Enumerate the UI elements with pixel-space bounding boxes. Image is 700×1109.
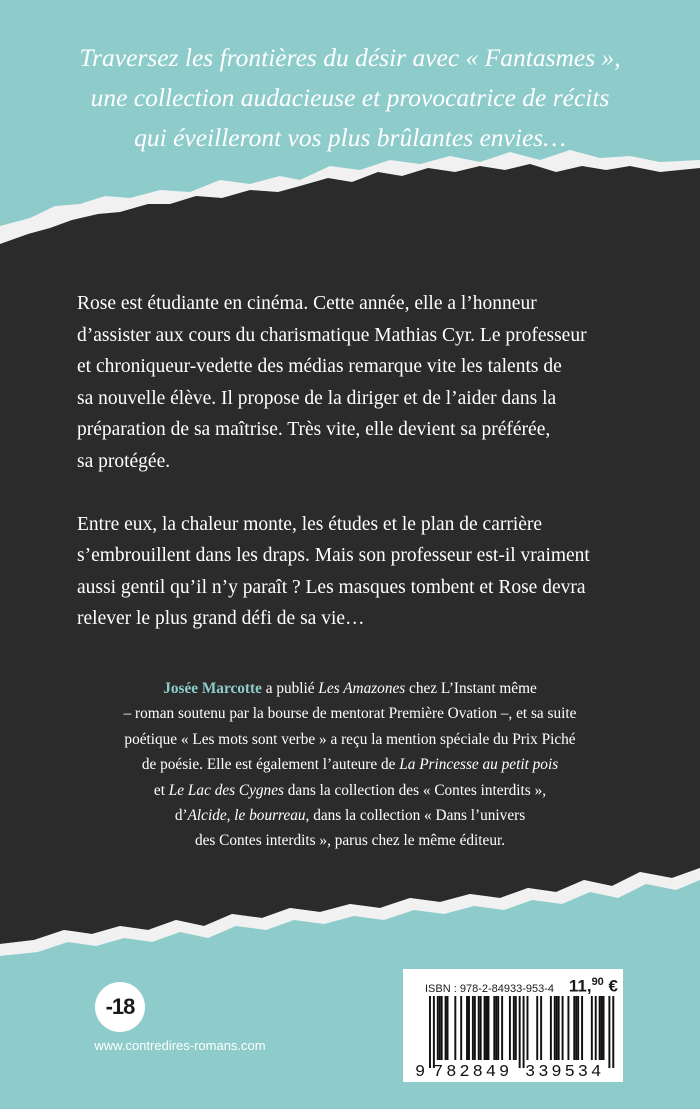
bio-text: et [153, 781, 169, 799]
synopsis-line: et chroniqueur-vedette des médias remarque vite les talents de [77, 356, 562, 378]
barcode-bar [433, 996, 435, 1068]
bio-text: d’ [174, 807, 188, 825]
author-bio [80, 676, 620, 854]
barcode-bar [454, 996, 456, 1060]
age-rating-badge: -18 [95, 982, 145, 1032]
synopsis [77, 288, 637, 635]
price-main: 11, [568, 976, 592, 996]
isbn-number: ISBN : 978-2-84933-953-4 [425, 982, 555, 995]
tagline-line: une collection audacieuse et provocatrice de récits [90, 83, 610, 112]
barcode-bar [581, 996, 583, 1060]
tagline-line: Traversez les frontières du désir avec « Fantasmes », [79, 43, 621, 72]
barcode-bar [488, 996, 490, 1060]
bio-line [80, 752, 620, 777]
publisher-website[interactable]: www.contredires-romans.com [94, 1038, 266, 1053]
barcode-bar [497, 996, 499, 1060]
barcode-bar [513, 996, 515, 1060]
barcode-bar [460, 996, 462, 1060]
synopsis-line: Rose est étudiante en cinéma. Cette année, elle a l’honneur [77, 293, 537, 314]
bio-text: chez L’Instant même [405, 680, 537, 697]
barcode-bar [536, 996, 538, 1060]
barcode-bar [608, 996, 610, 1068]
barcode-bar [577, 996, 579, 1060]
synopsis-line: relever le plus grand défi de sa vie… [77, 608, 365, 630]
barcode-digits-right: 339534 [525, 1063, 605, 1080]
bio-line: – roman soutenu par la bourse de mentorat Première Ovation –, et sa suite [123, 705, 577, 723]
barcode-bar [501, 996, 503, 1060]
barcode-bar [472, 996, 474, 1060]
barcode-bar [466, 996, 468, 1060]
price-currency: € [603, 976, 618, 996]
barcode-bar [601, 996, 603, 1060]
book-title: La Princesse au petit pois [399, 756, 559, 774]
synopsis-line: d’assister aux cours du charismatique Mathias Cyr. Le professeur [77, 324, 587, 346]
barcode-bar [599, 996, 601, 1060]
barcode-bars [429, 996, 614, 1068]
barcode-bar [562, 996, 564, 1060]
tagline-line: qui éveilleront vos plus brûlantes envies… [134, 123, 566, 152]
barcode-digit-first: 9 [415, 1063, 426, 1080]
barcode-bar [595, 996, 597, 1060]
book-title: Le Lac des Cygnes [168, 781, 284, 799]
barcode-bar [509, 996, 511, 1060]
price-cents: 90 [591, 976, 604, 988]
barcode-bar [437, 996, 439, 1060]
price [569, 976, 618, 997]
barcode-bar [486, 996, 488, 1060]
synopsis-line: sa protégée. [77, 450, 171, 472]
barcode-bar [429, 996, 431, 1068]
barcode-bar [515, 996, 517, 1060]
barcode-box [403, 969, 623, 1082]
bio-text: dans la collection des « Contes interdits », [283, 781, 547, 799]
bio-text: , dans la collection « Dans l’univers [305, 807, 526, 825]
barcode-bar [519, 996, 521, 1068]
synopsis-line: s’embrouillent dans les draps. Mais son professeur est-il vraiment [77, 545, 590, 567]
synopsis-line: préparation de sa maîtrise. Très vite, elle devient sa préférée, [77, 419, 551, 441]
barcode-bar [591, 996, 593, 1060]
barcode-bar [527, 996, 529, 1060]
barcode-bar [484, 996, 486, 1060]
barcode-bar [474, 996, 476, 1060]
book-title: Alcide, le bourreau [187, 807, 306, 825]
author-name: Josée Marcotte [163, 680, 262, 697]
barcode-bar [575, 996, 577, 1060]
barcode-bar [567, 996, 569, 1060]
barcode-bar [495, 996, 497, 1060]
barcode-bar [445, 996, 447, 1060]
bio-line: des Contes interdits », parus chez le même éditeur. [194, 832, 506, 850]
barcode-bar [441, 996, 443, 1060]
barcode-bar [523, 996, 525, 1068]
bio-line [80, 676, 620, 701]
barcode-bar [573, 996, 575, 1060]
barcode-bar [556, 996, 558, 1060]
barcode-bar [480, 996, 482, 1060]
barcode-bar [612, 996, 614, 1068]
barcode-bar [603, 996, 605, 1060]
barcode-bar [550, 996, 552, 1060]
barcode-bar [468, 996, 470, 1060]
synopsis-line: aussi gentil qu’il n’y paraît ? Les masques tombent et Rose devra [77, 576, 586, 598]
barcode-bar [478, 996, 480, 1060]
synopsis-line: Entre eux, la chaleur monte, les études et le plan de carrière [77, 513, 543, 535]
bio-text: a publié [261, 680, 319, 697]
barcode-bar [439, 996, 441, 1060]
bio-line [80, 778, 620, 803]
paragraph-gap [77, 478, 637, 509]
bio-text: de poésie. Elle est également l’auteure de [141, 756, 400, 774]
isbn-price-line [425, 976, 618, 997]
bio-line [80, 803, 620, 828]
barcode-bar [554, 996, 556, 1060]
ean-barcode [413, 996, 618, 1080]
barcode-digits-left: 782849 [433, 1063, 513, 1080]
barcode-bar [493, 996, 495, 1060]
book-title: Les Amazones [318, 680, 406, 697]
barcode-bar [558, 996, 560, 1060]
barcode-bar [447, 996, 449, 1060]
synopsis-line: sa nouvelle élève. Il propose de la diriger et de l’aider dans la [77, 387, 557, 409]
collection-tagline [40, 38, 660, 158]
barcode-bar [540, 996, 542, 1060]
bio-line: poétique « Les mots sont verbe » a reçu la mention spéciale du Prix Piché [124, 730, 576, 748]
